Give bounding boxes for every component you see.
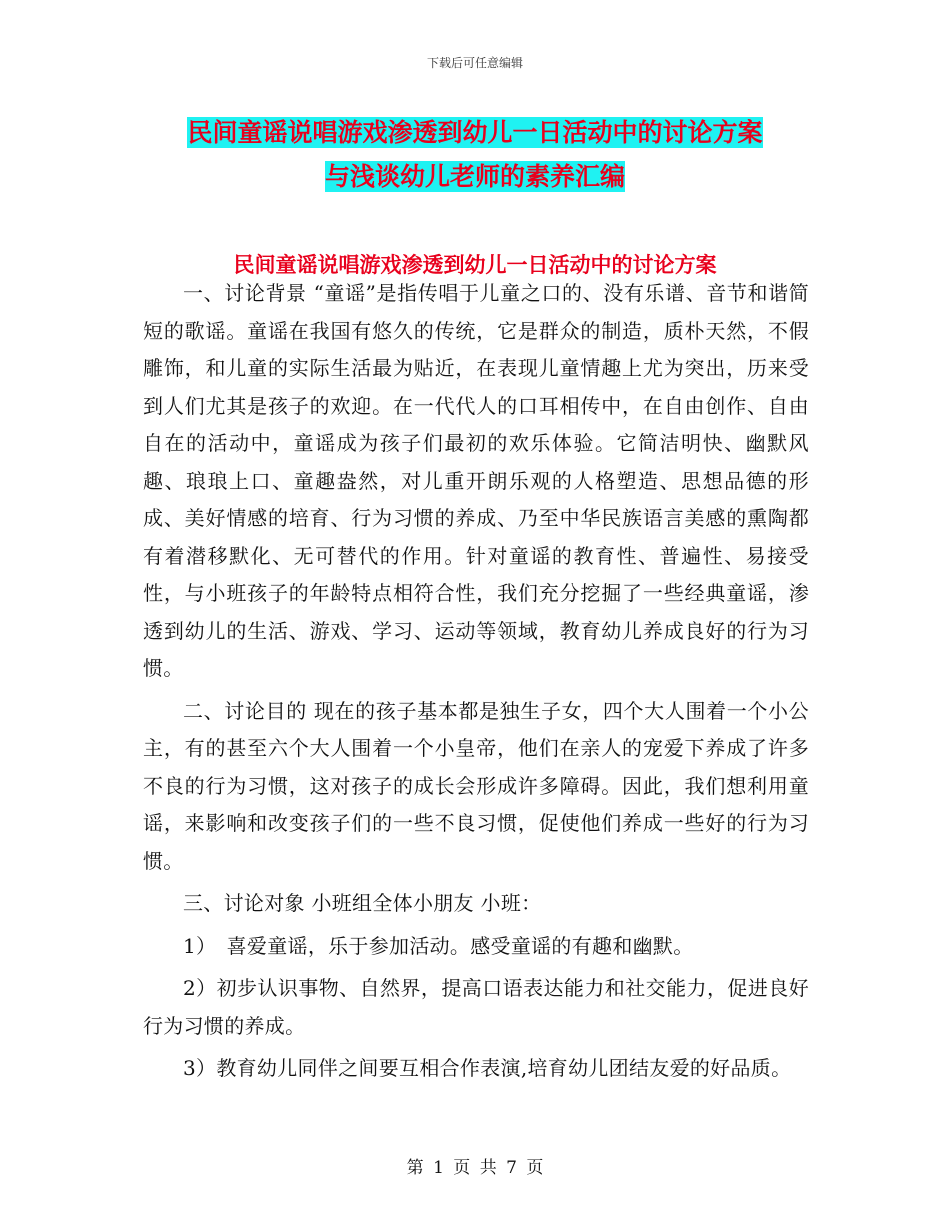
paragraph-purpose: 二、讨论目的 现在的孩子基本都是独生子女，四个大人围着一个小公主，有的甚至六个大人围着一个小皇帝，他们在亲人的宠爱下养成了许多不良的行为习惯，这对孩子的成长会形成许多障碍。因此，我们想利用童谣，来影响和改变孩子们的一些不良习惯，促使他们养成一些好的行为习惯。 (143, 698, 809, 873)
paragraph-goal-2: 2）初步认识事物、自然界，提高口语表达能力和社交能力，促进良好行为习惯的养成。 (143, 976, 809, 1038)
paragraph-goal-3: 3）教育幼儿同伴之间要互相合作表演,培育幼儿团结友爱的好品质。 (183, 1056, 792, 1080)
document-title-line-2 (0, 157, 950, 193)
header-note: 下载后可任意编辑 (426, 56, 523, 70)
body-text (143, 275, 809, 1093)
page-footer: 第 1 页 共 7 页 (406, 1158, 544, 1178)
section-heading: 民间童谣说唱游戏渗透到幼儿一日活动中的讨论方案 (233, 253, 717, 277)
document-title-line-1 (0, 113, 950, 149)
document-title-text-2: 与浅谈幼儿老师的素养汇编 (324, 162, 625, 191)
paragraph-goal-1: 1） 喜爱童谣，乐于参加活动。感受童谣的有趣和幽默。 (183, 933, 694, 958)
paragraph-subjects: 三、讨论对象 小班组全体小朋友 小班： (183, 891, 542, 915)
document-title-text-1: 民间童谣说唱游戏渗透到幼儿一日活动中的讨论方案 (187, 118, 763, 147)
paragraph-background: 一、讨论背景 “童谣”是指传唱于儿童之口的、没有乐谱、音节和谐简短的歌谣。童谣在我国有悠久的传统，它是群众的制造，质朴天然，不假雕饰，和儿童的实际生活最为贴近，在表现儿童情趣上尤为突出，历来受到人们尤其是孩子的欢迎。在一代代人的口耳相传中，在自由创作、自由自在的活动中，童谣成为孩子们最初的欢乐体验。它简洁明快、幽默风趣、琅琅上口、童趣盎然，对儿重开朗乐观的人格塑造、思想品德的形成、美好情感的培育、行为习惯的养成、乃至中华民族语言美感的熏陶都有着潜移默化、无可替代的作用。针对童谣的教育性、普遍性、易接受性，与小班孩子的年龄特点相符合性，我们充分挖掘了一些经典童谣，渗透到幼儿的生活、游戏、学习、运动等领域，教育幼儿养成良好的行为习惯。 (143, 281, 809, 680)
